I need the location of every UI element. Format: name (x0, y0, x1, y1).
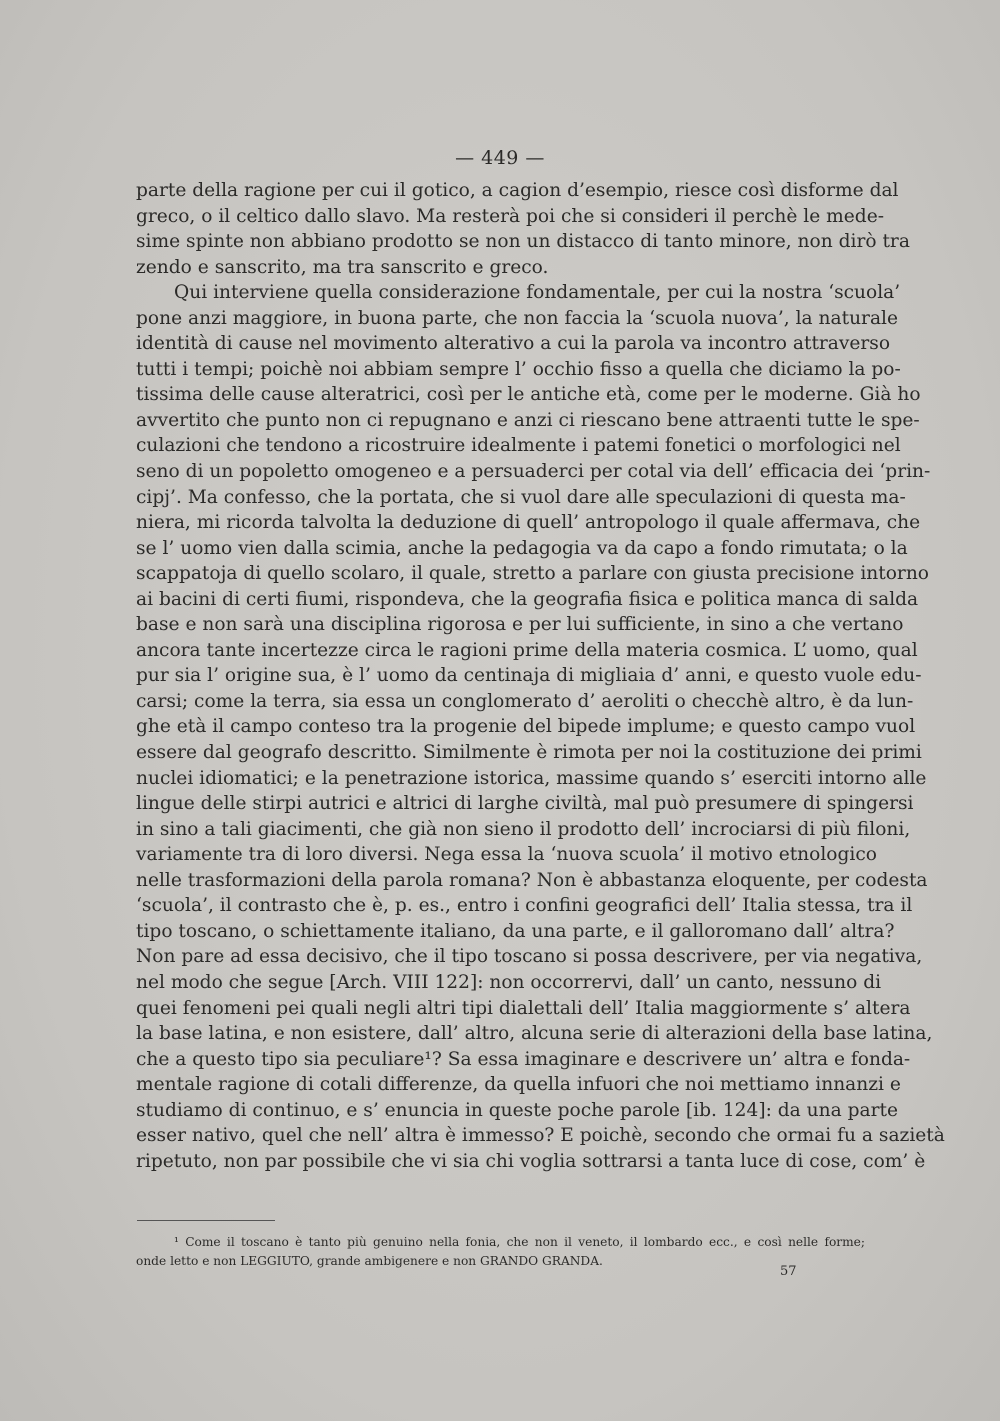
text-line: tissima delle cause alteratrici, così per le antiche età, come per le moderne. Già ho (136, 384, 921, 406)
text-line: ‘scuola’, il contrasto che è, p. es., entro i confini geografici dell’ Italia stessa, tra il (136, 895, 913, 917)
text-line: studiamo di continuo, e s’ enuncia in queste poche parole [ib. 124]: da una parte (136, 1099, 898, 1121)
text-line: parte della ragione per cui il gotico, a cagion d’esempio, riesce così disforme dal (136, 180, 899, 201)
text-line: in sino a tali giacimenti, che già non sieno il prodotto dell’ incrociarsi di più filoni, (136, 818, 911, 840)
text-line: ancora tante incertezze circa le ragioni prime della materia cosmica. L’ uomo, qual (136, 639, 918, 661)
text-line: carsi; come la terra, sia essa un conglomerato d’ aeroliti o checchè altro, è da lun- (136, 690, 914, 712)
paragraph-start-line: Qui interviene quella considerazione fondamentale, per cui la nostra ‘scuola’ (174, 282, 901, 304)
text-line: essere dal geografo descritto. Similmente è rimota per noi la costituzione dei primi (136, 742, 922, 764)
text-line: che a questo tipo sia peculiare¹? Sa essa imaginare e descrivere un’ altra e fonda- (136, 1048, 911, 1070)
text-line: esser nativo, quel che nell’ altra è immesso? E poichè, secondo che ormai fu a sazietà (136, 1125, 945, 1147)
text-line: quei fenomeni pei quali negli altri tipi dialettali dell’ Italia maggiormente s’ altera (136, 997, 911, 1019)
text-line: base e non sarà una disciplina rigorosa e per lui sufficiente, in sino a che vertano (136, 614, 904, 636)
text-line: identità di cause nel movimento alterativo a cui la parola va incontro attraverso (136, 333, 891, 355)
text-line: se l’ uomo vien dalla scimia, anche la pedagogia va da capo a fondo rimutata; o la (136, 537, 908, 559)
text-line: pur sia l’ origine sua, è l’ uomo da centinaja di migliaia d’ anni, e questo vuole edu- (136, 665, 922, 687)
text-line: mentale ragione di cotali differenze, da quella infuori che noi mettiamo innanzi e (136, 1074, 901, 1096)
text-line: nel modo che segue [Arch. VIII 122]: non occorrervi, dall’ un canto, nessuno di (136, 971, 882, 993)
text-line: ripetuto, non par possibile che vi sia chi voglia sottrarsi a tanta luce di cose, com’ è (136, 1150, 926, 1172)
footnote (136, 1233, 865, 1271)
text-line: nuclei idiomatici; e la penetrazione istorica, massime quando s’ eserciti intorno alle (136, 767, 927, 789)
text-line: pone anzi maggiore, in buona parte, che non faccia la ‘scuola nuova’, la naturale (136, 307, 898, 329)
text-line: ghe età il campo conteso tra la progenie del bipede implume; e questo campo vuol (136, 716, 916, 738)
text-line: zendo e sanscrito, ma tra sanscrito e greco. (136, 256, 549, 278)
signature-mark: 57 (780, 1264, 797, 1279)
text-line: tutti i tempi; poichè noi abbiam sempre l’ occhio fisso a quella che diciamo la po- (136, 358, 901, 380)
text-line: avvertito che punto non ci repugnano e anzi ci riescano bene attraenti tutte le spe- (136, 409, 920, 431)
body-text (136, 178, 945, 1174)
text-line: cipj’. Ma confesso, che la portata, che si vuol dare alle speculazioni di questa ma- (136, 486, 906, 508)
text-line: scappatoja di quello scolaro, il quale, stretto a parlare con giusta precisione intorno (136, 563, 929, 585)
text-line: tipo toscano, o schiettamente italiano, da una parte, e il galloromano dall’ altra? (136, 920, 895, 942)
page-number: — 449 — (455, 147, 545, 169)
footnote-line: ¹ Come il toscano è tanto più genuino nella fonia, che non il veneto, il lombardo ecc., e così nelle forme; (174, 1235, 865, 1249)
text-line: sime spinte non abbiano prodotto se non un distacco di tanto minore, non dirò tra (136, 231, 910, 253)
text-line: lingue delle stirpi autrici e altrici di larghe civiltà, mal può presumere di spingersi (136, 793, 914, 815)
text-line: seno di un popoletto omogeneo e a persuaderci per cotal via dell’ efficacia dei ‘prin- (136, 461, 931, 483)
text-line: greco, o il celtico dallo slavo. Ma resterà poi che si consideri il perchè le mede- (136, 205, 884, 227)
text-line: niera, mi ricorda talvolta la deduzione di quell’ antropologo il quale affermava, che (136, 512, 921, 534)
text-line: variamente tra di loro diversi. Nega essa la ‘nuova scuola’ il motivo etnologico (136, 844, 877, 866)
text-line: ai bacini di certi fiumi, rispondeva, che la geografia fisica e politica manca di salda (136, 588, 919, 610)
footnote-divider (137, 1220, 275, 1221)
footnote-line: onde letto e non LEGGIUTO, grande ambigenere e non GRANDO GRANDA. (136, 1254, 603, 1268)
text-line: la base latina, e non esistere, dall’ altro, alcuna serie di alterazioni della base latina, (136, 1023, 933, 1045)
text-line: Non pare ad essa decisivo, che il tipo toscano si possa descrivere, per via negativa, (136, 946, 923, 968)
text-line: culazioni che tendono a ricostruire idealmente i patemi fonetici o morfologici nel (136, 435, 901, 457)
text-line: nelle trasformazioni della parola romana? Non è abbastanza eloquente, per codesta (136, 869, 928, 891)
